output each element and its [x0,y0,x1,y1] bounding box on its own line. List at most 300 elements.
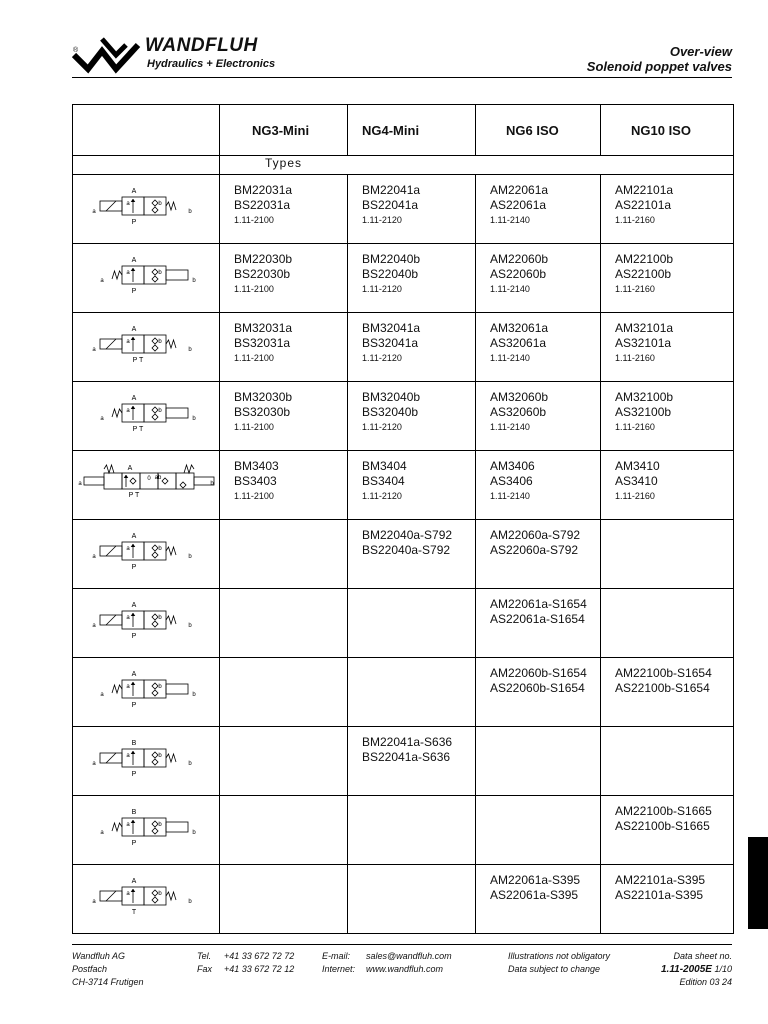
type-code-m: AM32060b [490,390,549,404]
type-entry [601,727,733,735]
type-entry [348,865,475,873]
type-cell [348,382,476,451]
type-code-s: AS22061a-S1654 [490,612,585,626]
type-cell [476,865,601,934]
datasheet-ref: 1.11-2100 [234,491,274,501]
type-code-s: BS32041a [362,336,419,350]
datasheet-ref: 1.11-2160 [615,353,655,363]
table-row [73,796,734,865]
type-code-m: BM22040b [362,252,421,266]
svg-text:A: A [131,326,137,333]
type-code-m: AM22060b-S1654 [490,666,587,680]
type-code-s: BS32040b [362,405,419,419]
svg-text:a: a [126,270,130,276]
type-code-m: BM32040b [362,390,421,404]
type-entry [348,589,475,597]
type-code-m: AM22061a-S1654 [490,597,587,611]
table-row [73,865,734,934]
svg-text:b: b [158,684,162,690]
document-title [587,44,732,74]
page-number: 1/10 [714,964,732,974]
type-entry [348,520,475,558]
type-cell [476,520,601,589]
valve-symbol-icon [73,865,219,925]
type-code-m: BM22041a [362,183,421,197]
type-code-s: AS22060a-S792 [490,543,579,557]
svg-text:a: a [126,753,130,759]
datasheet-ref: 1.11-2160 [615,215,655,225]
valve-symbol-icon [73,313,219,373]
datasheet-ref: 1.11-2100 [234,353,274,363]
type-entry [220,658,347,666]
svg-text:a: a [100,830,104,836]
svg-text:a: a [126,546,130,552]
valve-symbol-cell [73,865,220,934]
type-cell [348,313,476,382]
note-data-change: Data subject to change [508,964,601,974]
svg-text:A: A [131,602,137,609]
col-header-ng10: NG10 ISO [601,105,734,156]
svg-text:a: a [100,416,104,422]
type-cell [348,175,476,244]
type-code-s: AS22060b [490,267,547,281]
type-code-m: AM22101a-S395 [615,873,706,887]
svg-text:a: a [92,554,96,560]
title-line-1: Over-view [669,44,732,59]
svg-text:b: b [158,615,162,621]
svg-text:A: A [131,533,137,540]
type-entry [220,244,347,296]
type-code-m: AM22101a [615,183,674,197]
type-entry [220,451,347,503]
type-cell [476,451,601,520]
type-entry [476,589,600,627]
type-code-s: AS32061a [490,336,547,350]
svg-text:a: a [126,891,130,897]
type-cell [601,313,734,382]
type-code-m: BM22040a-S792 [362,528,453,542]
svg-text:b: b [158,753,162,759]
svg-text:b: b [210,481,214,487]
table-row [73,244,734,313]
types-blank-cell [73,156,220,175]
type-code-s: BS22041a [362,198,419,212]
type-code-s: BS3403 [234,474,277,488]
fax-value: +41 33 672 72 12 [224,964,295,974]
footer-notes [508,950,610,976]
type-code-s: AS22100b-S1665 [615,819,710,833]
svg-text:A: A [131,188,137,195]
type-code-m: AM22100b [615,252,674,266]
valve-symbol-cell [73,658,220,727]
tel-value: +41 33 672 72 72 [224,951,295,961]
type-entry [348,244,475,296]
type-code-m: AM22100b-S1665 [615,804,712,818]
svg-text:b: b [192,278,196,284]
svg-text:b: b [192,416,196,422]
type-code-s: AS22061a-S395 [490,888,579,902]
col-header-ng3: NG3-Mini [220,105,348,156]
svg-text:ab: ab [154,475,162,481]
type-entry [476,865,600,903]
svg-text:A: A [131,671,137,678]
title-line-2: Solenoid poppet valves [586,59,732,74]
valve-symbol-cell [73,796,220,865]
sheet-number: 1.11-2005E [660,964,712,975]
type-entry [348,313,475,365]
type-code-m: AM22060a-S792 [490,528,581,542]
type-entry [220,727,347,735]
type-cell [476,796,601,865]
type-cell [601,175,734,244]
svg-text:P: P [131,288,137,295]
type-entry [601,175,733,227]
type-code-s: AS32100b [615,405,672,419]
table-row [73,727,734,796]
type-entry [348,382,475,434]
type-entry [220,796,347,804]
svg-text:a: a [126,615,130,621]
type-code-s: BS22040a-S792 [362,543,451,557]
svg-text:b: b [158,339,162,345]
type-entry [601,244,733,296]
type-entry [348,175,475,227]
email-label: E-mail: [322,951,351,961]
svg-text:P: P [131,702,137,709]
tel-label: Tel. [197,951,212,961]
svg-text:a: a [92,209,96,215]
type-entry [476,727,600,735]
svg-text:a: a [126,684,130,690]
svg-text:b: b [158,891,162,897]
svg-text:b: b [188,899,192,905]
type-cell [601,244,734,313]
footer-company [72,950,144,989]
type-cell [220,865,348,934]
type-cell [601,658,734,727]
datasheet-ref: 1.11-2140 [490,284,530,294]
type-cell [348,727,476,796]
type-cell [220,313,348,382]
type-cell [476,244,601,313]
footer-contact-values [366,950,452,976]
svg-text:b: b [188,761,192,767]
types-cell [220,156,734,175]
type-cell [476,382,601,451]
valve-symbol-icon [73,451,219,511]
valve-symbol-icon [73,658,219,718]
valve-overview-table [72,104,734,934]
type-code-s: AS22060b-S1654 [490,681,585,695]
type-code-s: AS3410 [615,474,658,488]
type-entry [601,589,733,597]
type-entry [348,658,475,666]
table-body [73,175,734,934]
table-row [73,589,734,658]
valve-symbol-cell [73,244,220,313]
col-header-ng4: NG4-Mini [348,105,476,156]
datasheet-ref: 1.11-2140 [490,215,530,225]
svg-text:P: P [131,564,137,571]
type-code-s: AS22101a [615,198,672,212]
type-cell [476,313,601,382]
footer-phone-values [224,950,294,976]
type-code-s: AS3406 [490,474,533,488]
note-illustrations: Illustrations not obligatory [508,951,611,961]
svg-text:0: 0 [147,476,151,482]
svg-text:a: a [100,278,104,284]
type-code-m: BM3403 [234,459,279,473]
type-entry [601,658,733,696]
company-name: Wandfluh AG [72,951,126,961]
datasheet-ref: 1.11-2160 [615,491,655,501]
type-entry [601,451,733,503]
type-entry [348,796,475,804]
type-code-m: BM32030b [234,390,293,404]
footer-phone-labels [197,950,212,976]
svg-text:A: A [131,878,137,885]
svg-text:a: a [126,408,130,414]
svg-text:A: A [131,395,137,402]
svg-text:P: P [131,219,137,226]
type-cell [601,727,734,796]
svg-text:B: B [131,809,137,816]
type-entry [476,796,600,804]
type-entry [476,658,600,696]
type-code-s: BS22041a-S636 [362,750,451,764]
type-cell [220,727,348,796]
svg-text:T: T [131,909,137,916]
company-address-2: CH-3714 Frutigen [72,977,144,987]
symbol-header-cell [73,105,220,156]
type-entry [348,727,475,765]
valve-symbol-cell [73,727,220,796]
type-code-s: AS22100b [615,267,672,281]
valve-symbol-cell [73,451,220,520]
valve-symbol-cell [73,382,220,451]
fax-label: Fax [197,964,213,974]
type-cell [601,520,734,589]
datasheet-ref: 1.11-2160 [615,284,655,294]
datasheet-ref: 1.11-2140 [490,422,530,432]
type-cell [601,451,734,520]
internet-label: Internet: [322,964,356,974]
svg-text:b: b [158,546,162,552]
type-code-s: BS22031a [234,198,291,212]
type-code-s: BS22030b [234,267,291,281]
svg-text:P: P [131,633,137,640]
datasheet-ref: 1.11-2120 [362,215,402,225]
datasheet-ref: 1.11-2100 [234,284,274,294]
valve-symbol-icon [73,589,219,649]
svg-text:A: A [131,257,137,264]
type-entry [476,520,600,558]
valve-symbol-cell [73,520,220,589]
type-entry [220,175,347,227]
type-cell [476,658,601,727]
footer-sheet-info [661,950,732,989]
svg-text:a: a [126,339,130,345]
svg-text:b: b [158,822,162,828]
datasheet-ref: 1.11-2140 [490,491,530,501]
datasheet-ref: 1.11-2160 [615,422,655,432]
svg-text:a: a [126,201,130,207]
type-cell [476,175,601,244]
header-rule [72,77,732,78]
type-cell [476,727,601,796]
type-entry [220,865,347,873]
valve-symbol-cell [73,175,220,244]
svg-text:b: b [158,270,162,276]
type-cell [220,796,348,865]
datasheet-ref: 1.11-2120 [362,284,402,294]
type-code-s: BS22040b [362,267,419,281]
type-code-s: BS32030b [234,405,291,419]
type-entry [601,865,733,903]
table-row [73,520,734,589]
valve-symbol-icon [73,520,219,580]
type-code-m: BM32031a [234,321,293,335]
type-cell [220,589,348,658]
type-entry [476,313,600,365]
type-code-m: BM32041a [362,321,421,335]
type-cell [348,658,476,727]
brand-name: WANDFLUH [145,35,258,56]
type-cell [601,589,734,658]
type-cell [348,451,476,520]
svg-text:a: a [92,761,96,767]
svg-text:b: b [158,201,162,207]
type-entry [476,451,600,503]
type-cell [220,175,348,244]
svg-text:P: P [131,840,137,847]
type-cell [601,796,734,865]
type-code-m: AM32101a [615,321,674,335]
footer-contact-labels [322,950,355,976]
svg-text:b: b [192,830,196,836]
type-cell [348,589,476,658]
datasheet-ref: 1.11-2120 [362,353,402,363]
types-row [73,156,734,175]
type-cell [220,520,348,589]
col-header-ng6: NG6 ISO [476,105,601,156]
svg-text:a: a [92,623,96,629]
type-code-m: AM22060b [490,252,549,266]
type-entry [476,244,600,296]
page-header [0,0,768,80]
type-cell [220,382,348,451]
svg-text:b: b [188,623,192,629]
brand-tagline: Hydraulics + Electronics [147,58,276,70]
valve-symbol-icon [73,796,219,856]
table-row [73,175,734,244]
type-code-m: AM32061a [490,321,549,335]
svg-text:b: b [192,692,196,698]
type-entry [601,520,733,528]
valve-symbol-icon [73,175,219,235]
registered-mark: ® [73,47,79,54]
type-cell [220,451,348,520]
table-row [73,658,734,727]
valve-symbol-icon [73,727,219,787]
type-code-m: BM22041a-S636 [362,735,453,749]
svg-text:b: b [188,554,192,560]
svg-text:P T: P T [128,492,140,499]
type-entry [348,451,475,503]
datasheet-ref: 1.11-2120 [362,491,402,501]
svg-text:b: b [188,209,192,215]
type-code-m: BM22031a [234,183,293,197]
valve-symbol-icon [73,244,219,304]
svg-text:B: B [131,740,137,747]
svg-text:P: P [131,771,137,778]
table-row [73,451,734,520]
table-row [73,313,734,382]
svg-text:b: b [158,408,162,414]
svg-text:A: A [127,465,133,472]
table-row [73,382,734,451]
type-code-s: AS32060b [490,405,547,419]
svg-text:P T: P T [132,357,144,364]
type-cell [220,244,348,313]
type-entry [601,313,733,365]
svg-text:P T: P T [132,426,144,433]
internet-link[interactable]: www.wandfluh.com [366,964,444,974]
datasheet-ref: 1.11-2100 [234,215,274,225]
type-entry [220,589,347,597]
type-cell [348,520,476,589]
type-cell [348,796,476,865]
company-address-1: Postfach [72,964,108,974]
datasheet-ref: 1.11-2140 [490,353,530,363]
type-cell [601,382,734,451]
types-label: Types [265,156,303,170]
valve-symbol-cell [73,313,220,382]
svg-text:a: a [92,899,96,905]
svg-text:a: a [100,692,104,698]
svg-text:b: b [188,347,192,353]
footer-rule [72,944,732,945]
type-entry [220,382,347,434]
type-entry [476,175,600,227]
datasheet-ref: 1.11-2100 [234,422,274,432]
edge-tab-marker [748,837,768,929]
type-entry [220,520,347,528]
svg-text:a: a [126,822,130,828]
edition: Edition 03 24 [679,977,732,987]
type-cell [476,589,601,658]
sheet-label: Data sheet no. [673,951,732,961]
type-code-s: AS22061a [490,198,547,212]
type-cell [601,865,734,934]
svg-text:a: a [92,347,96,353]
type-code-m: AM22061a [490,183,549,197]
type-code-m: AM3406 [490,459,535,473]
type-entry [601,796,733,834]
type-cell [348,244,476,313]
type-code-s: BS32031a [234,336,291,350]
type-code-s: AS22100b-S1654 [615,681,710,695]
type-code-m: AM3410 [615,459,660,473]
email-link[interactable]: sales@wandfluh.com [366,951,452,961]
type-entry [476,382,600,434]
type-code-s: BS3404 [362,474,405,488]
svg-text:a: a [78,481,82,487]
type-code-m: AM32100b [615,390,674,404]
type-code-m: AM22100b-S1654 [615,666,712,680]
type-entry [601,382,733,434]
type-code-m: BM22030b [234,252,293,266]
